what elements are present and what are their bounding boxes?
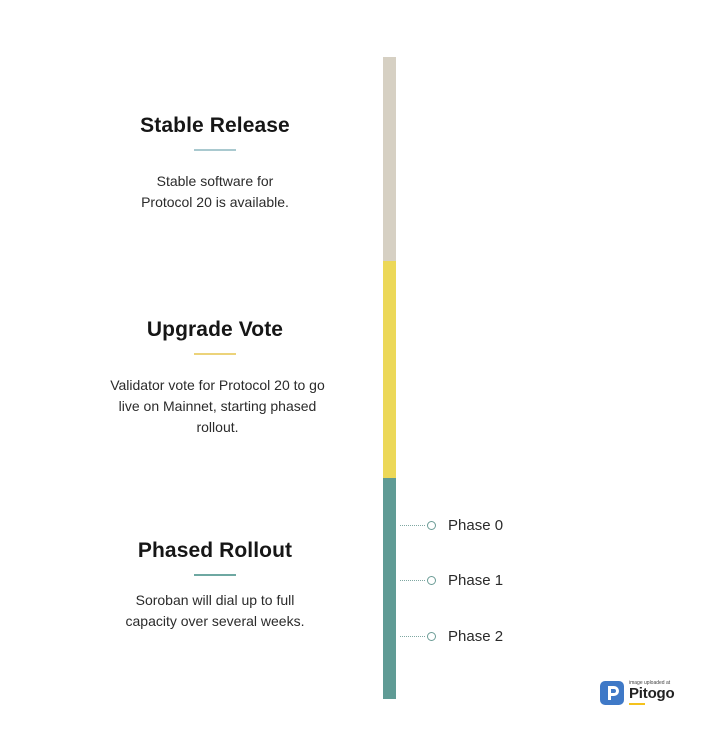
timeline-bar-stable bbox=[383, 57, 396, 261]
stage-description: Soroban will dial up to full capacity over several weeks. bbox=[125, 592, 305, 629]
stage-title: Phased Rollout bbox=[137, 539, 293, 562]
stage-underline bbox=[194, 149, 236, 151]
phase-label: Phase 2 bbox=[448, 627, 504, 645]
stage-phased-rollout bbox=[110, 538, 320, 632]
watermark-caption: image uploaded at bbox=[629, 680, 671, 686]
stage-upgrade-vote bbox=[110, 317, 325, 438]
circle-icon bbox=[427, 521, 436, 530]
stage-description: Validator vote for Protocol 20 to go live on Mainnet, starting phased rollout. bbox=[110, 377, 325, 435]
phase-label: Phase 1 bbox=[448, 571, 504, 589]
phase-marker-1 bbox=[400, 570, 503, 590]
p-logo-icon bbox=[600, 681, 624, 705]
dotted-connector bbox=[400, 580, 425, 581]
watermark-brand: Pitogo bbox=[629, 685, 675, 702]
phase-marker-2 bbox=[400, 626, 503, 646]
stage-underline bbox=[194, 353, 236, 355]
timeline-bar-phased bbox=[383, 478, 396, 699]
stage-stable-release bbox=[110, 113, 320, 213]
dotted-connector bbox=[400, 636, 425, 637]
circle-icon bbox=[427, 632, 436, 641]
phase-marker-0 bbox=[400, 515, 503, 535]
phase-label: Phase 0 bbox=[448, 516, 504, 534]
stage-title: Upgrade Vote bbox=[146, 318, 284, 341]
stage-description: Stable software for Protocol 20 is available. bbox=[141, 173, 289, 210]
watermark-stripe bbox=[629, 703, 645, 705]
circle-icon bbox=[427, 576, 436, 585]
dotted-connector bbox=[400, 525, 425, 526]
timeline-bar-upgrade bbox=[383, 261, 396, 478]
pitogo-watermark bbox=[600, 680, 674, 705]
stage-underline bbox=[194, 574, 236, 576]
stage-title: Stable Release bbox=[140, 114, 290, 137]
